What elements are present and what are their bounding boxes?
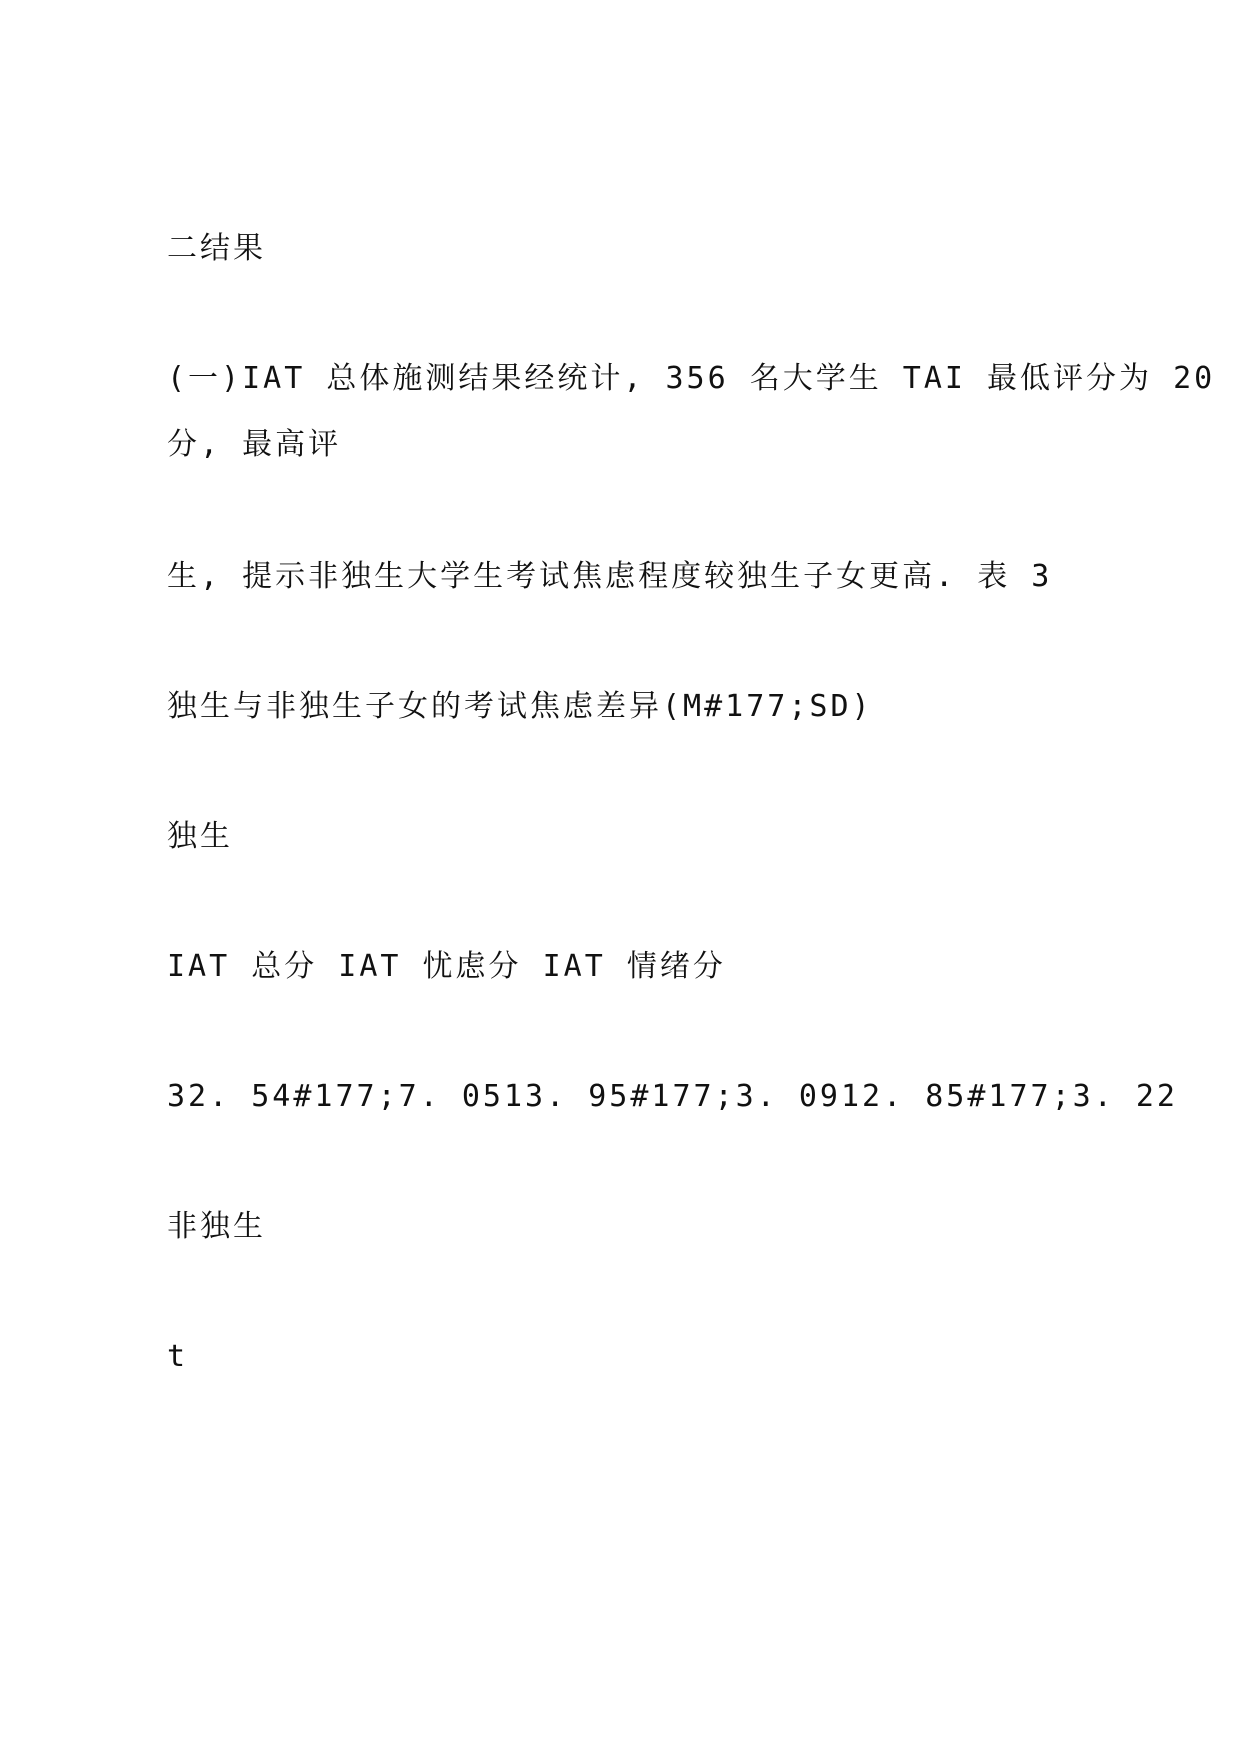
t-statistic-label: t xyxy=(167,1339,189,1374)
table-values-row: 32. 54#177;7. 0513. 95#177;3. 0912. 85#177;3. 22 xyxy=(167,1079,1178,1114)
paragraph-line-1: (一)IAT 总体施测结果经统计, 356 名大学生 TAI 最低评分为 20 xyxy=(167,361,1216,396)
group-label-only-child: 独生 xyxy=(167,819,233,854)
section-heading: 二结果 xyxy=(167,231,266,266)
paragraph-line-2: 分, 最高评 xyxy=(167,427,342,462)
table-header-row: IAT 总分 IAT 忧虑分 IAT 情绪分 xyxy=(167,949,726,984)
table-caption: 独生与非独生子女的考试焦虑差异(M#177;SD) xyxy=(167,689,873,724)
paragraph-line-3: 生, 提示非独生大学生考试焦虑程度较独生子女更高. 表 3 xyxy=(167,559,1053,594)
group-label-non-only-child: 非独生 xyxy=(167,1209,266,1244)
